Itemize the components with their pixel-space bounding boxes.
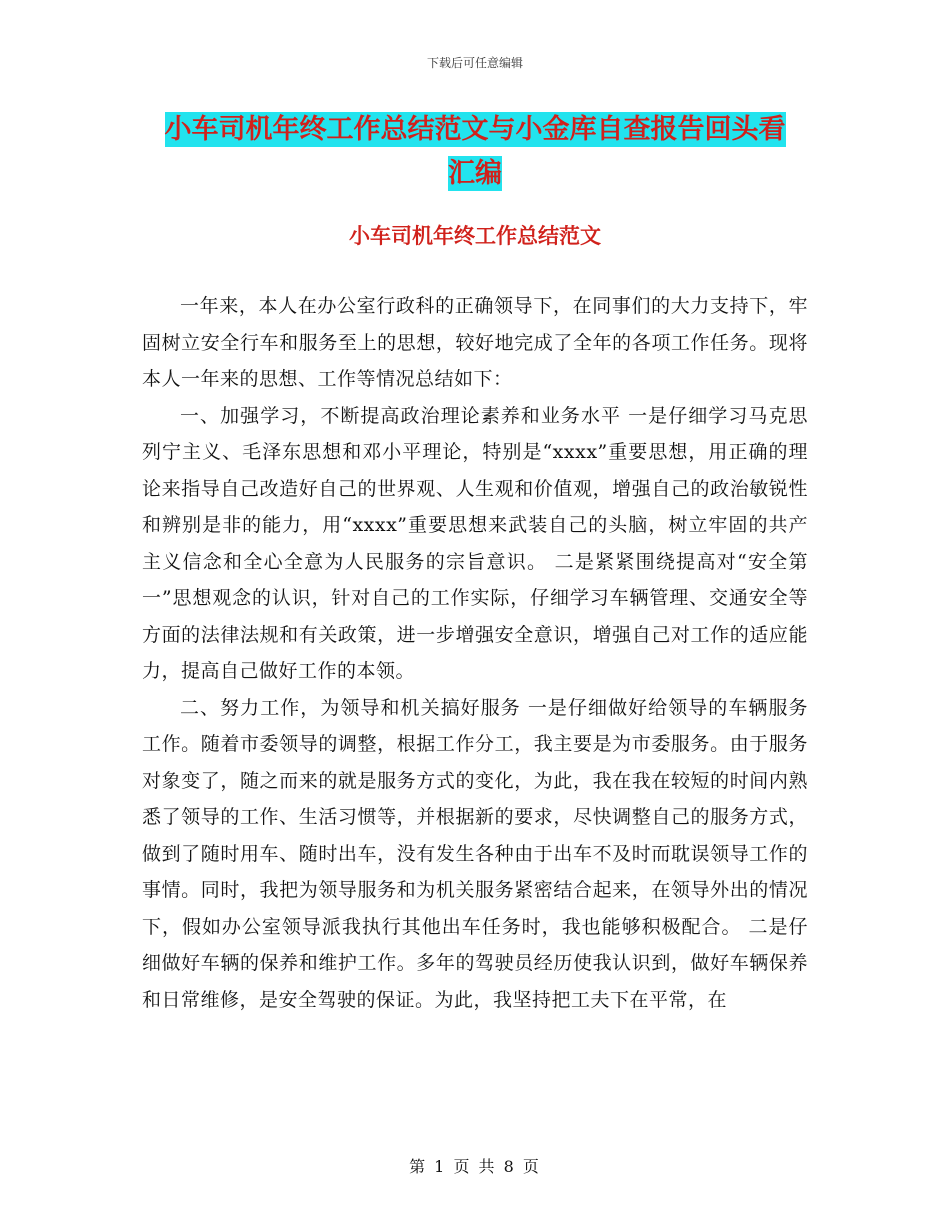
body-paragraph: 一年来，本人在办公室行政科的正确领导下，在同事们的大力支持下，牢固树立安全行车和服务至上的思想，较好地完成了全年的各项工作任务。现将本人一年来的思想、工作等情况总结如下： [142,295,808,390]
body-paragraph: 一、加强学习，不断提高政治理论素养和业务水平 一是仔细学习马克思列宁主义、毛泽东思想和邓小平理论，特别是“xxxx”重要思想，用正确的理论来指导自己改造好自己的世界观、人生观和价值观，增强自己的政治敏锐性和辨别是非的能力，用“xxxx”重要思想来武装自己的头脑，树立牢固的共产主义信念和全心全意为人民服务的宗旨意识。 二是紧紧围绕提高对“安全第一”思想观念的认识，针对自己的工作实际，仔细学习车辆管理、交通安全等方面的法律法规和有关政策，进一步增强安全意识，增强自己对工作的适应能力，提高自己做好工作的本领。 [142,404,808,682]
page-number: 第 1 页 共 8 页 [409,1157,541,1176]
document-title [0,108,950,196]
document-title-line-1: 小车司机年终工作总结范文与小金库自查报告回头看 [164,114,786,145]
body-paragraph: 二、努力工作，为领导和机关搞好服务 一是仔细做好给领导的车辆服务工作。随着市委领导的调整，根据工作分工，我主要是为市委服务。由于服务对象变了，随之而来的就是服务方式的变化，为此，我在我在较短的时间内熟悉了领导的工作、生活习惯等，并根据新的要求，尽快调整自己的服务方式，做到了随时用车、随时出车，没有发生各种由于出车不及时而耽误领导工作的事情。同时，我把为领导服务和为机关服务紧密结合起来，在领导外出的情况下，假如办公室领导派我执行其他出车任务时，我也能够积极配合。 二是仔细做好车辆的保养和维护工作。多年的驾驶员经历使我认识到，做好车辆保养和日常维修，是安全驾驶的保证。为此，我坚持把工夫下在平常，在 [142,696,808,1011]
document-body [142,288,808,1018]
section-title: 小车司机年终工作总结范文 [349,224,601,248]
page-header-note: 下载后可任意编辑 [426,56,523,70]
document-title-line-2: 汇编 [448,158,502,189]
